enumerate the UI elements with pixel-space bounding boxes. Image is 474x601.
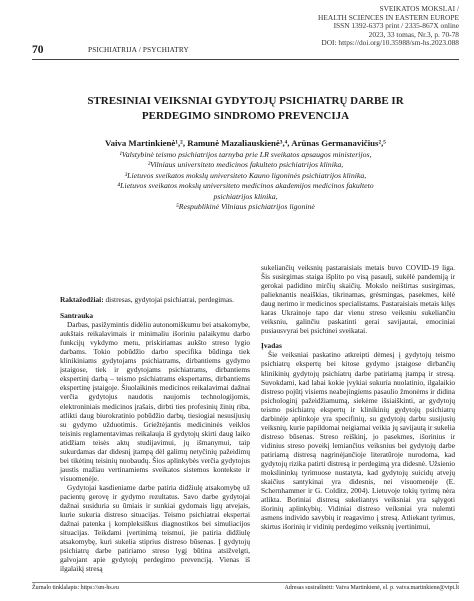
intro-heading: Įvadas <box>261 341 282 351</box>
footer-rule <box>32 582 459 583</box>
intro-paragraph: Šie veiksniai paskatino atkreipti dėmesį į gydytojų teismo psichiatrų ekspertų bei kitose gydymo įstaigose dirbančių klinikinių gydytojų psichiatrų darbe patiriamą įtampą ir stresą. Suvokdami, kad labai kokie įvykiai sukuria nuolatinio, ilgalaikio distreso pojūtį visiems neabejingiems pasaulio žmonėms ir didina psichologinį pažeidžiamumą, siekėme išsiaiškinti, ar gydytojų teismo psichiatrų ekspertų ir klinikinių gydytojų psichiatrų darbinėje aplinkoje yra specifinių, su gydytojų darbu susijusių veiksnių, kurie papildomai neigiamai veikia jų savijautą ir sukelia distreso būsenas. Streso reiškinį, jo pasekmes, išorinius ir vidinius streso poveikį lemiančius veiksnius bei gydytojų darbe patiriamą distresą nagrinėjančioje literatūroje nurodoma, kad gydytojų rizika patirti distresą ir perdegimą yra didesnė. Užsienio mokslininkų tyrimuose nustatyta, kad gydytojų suicidų atvejų skaičius santykinai yra didesnis, nei visuomenėje (E. Schernhammer ir G. Colditz, 2004). Lietuvoje tokių tyrimų nėra atlikta. Boriniai distresą sukeliantys veiksniai yra sąlygoti išorinių aplinkybių. Vidiniai distreso veiksniai yra nulemti asmens individo savybių ir reagavimo į stresą. Atliekant tyrimus, skirtus išorinių ir vidinių perdegimo veiksnių įvertinimui, <box>261 350 455 532</box>
continued-paragraph: sukeliančių veiksnių pastaraisiais metais buvo COVID-19 liga. Šis susirgimas staiga išplito po visą pasaulį, sukėlė pandemiją ir gerokai padidino mirčių skaičių. Mokslo neištirtas susirgimas, palieknantis neaiškias, tikrinamas, grėsmingas, pasekmes, kėlė daug nerimo ir medicinos specialistams. Pastaraisiais metais kilęs karas Ukrainoje tapo dar vienu streso veiksniu sukeliančiu veiksniu, galinčiu paskatinti gerai savijautai, emociniai pusiausvyrai bei psichinei sveikatai. <box>261 263 455 336</box>
left-column <box>60 295 250 573</box>
journal-volume: 2023, 33 tomas, Nr.3, p. 70-78 <box>368 29 459 39</box>
footer-correspondence: Adresas susirašinėti: Vaiva Martinkienė, el. p. vaiva.martinkiene@vtpt.lt <box>284 585 459 591</box>
summary-heading: Santrauka <box>60 311 94 321</box>
keywords-label: Raktažodžiai: <box>60 295 104 304</box>
keywords <box>60 295 250 304</box>
page-number: 70 <box>32 44 44 56</box>
affiliation: ⁴Lietuvos sveikatos mokslų universiteto medicinos akademijos medicinos fakulteto <box>117 181 374 191</box>
article-title <box>32 94 459 124</box>
journal-name-line2: HEALTH SCIENCES IN EASTERN EUROPE <box>318 12 459 22</box>
header-rule <box>32 59 459 60</box>
journal-issn: ISSN 1392-6373 print / 2335-867X online <box>333 21 459 31</box>
affiliation: ³Lietuvos sveikatos mokslų universiteto Kauno ligoninės psichiatrijos klinika, <box>124 170 367 180</box>
affiliations <box>32 150 459 212</box>
journal-header <box>318 5 459 48</box>
journal-doi[interactable]: DOI: https://doi.org/10.35988/sm-hs.2023.088 <box>321 38 459 48</box>
title-line-1: STRESINIAI VEIKSNIAI GYDYTOJŲ PSICHIATRŲ DARBE IR <box>87 95 404 107</box>
right-column <box>261 263 455 531</box>
summary-paragraph: Gydytojai kasdieniame darbe patiria didžiulę atsakomybę už pacientų gerovę ir gydymo rezultatus. Savo darbe gydytojai dažnai susiduria su ūmiais ir sunkiai gydomais ligų atvejais, kurie sukuria distreso situacijas. Teismo psichiatrai ekspertai dažnai patenka į kompleksiškus diagnostikos bei simuliacijos situacijas. Teikdami įvertinimą teismui, jie patiria didžiulę atsakomybę, kuri sukelia stiprius distreso būsenas. Į gydytojų psichiatrų darbe patiriamo streso lygį būtina atsižvelgti, galvojant apie gydytojų perdegimo prevenciją. Vienas iš ilgalaikį stresą <box>60 482 250 574</box>
author-list: Vaiva Martinkienė¹,², Ramunė Mazaliauskienė³,⁴, Arūnas Germanavičius²,⁵ <box>105 138 386 148</box>
affiliation: ²Vilniaus universiteto medicinos fakulteto psichiatrijos klinika, <box>147 160 344 170</box>
affiliation: ⁵Respublikinė Vilniaus psichiatrijos ligoninė <box>176 202 315 212</box>
journal-name-line1: SVEIKATOS MOKSLAI / <box>379 4 459 13</box>
summary-paragraph: Darbas, pasižymintis didėliu autonomiškumu bei atsakomybe, aukštais reikalavimais ir minimaliu išoriniu palaikymu darbo funkcijų vykdymo metu, priskiriamas aukšto streso lygio darbams. Tokio pobūdžio darbo specifika būdinga tiek klinikiniams gydytojams psichiatrams, dirbantiems gydymo įstaigose, tiek ir gydytojams psichiatrams, dirbantiems ekspertinį darbą – teismo psichiatrams ekspertams, dirbantiems ekspertinę įstaigoje. Šiuolaikinės medicinos reikalavimai dažnai verčia gydytojus naudotis naujomis technologijomis, elektroniniais medicinos įrašais, dirbti ties profesinių žinių riba, atlikti daug biurokratinio pobūdžio darbų, tiesiogiai nesusijusių su gydymo užduotimis. Griežtėjantis medicininės veiklos teisinis reglamentavimas reikalauja iš gydytojų skirti daug laiko atidžiam teisės aktų studijavimui, jų išmanymui, taip sukurdamas dar didesnį įtampą dėl galimų netyčinių pažeidimų bei tikėtinų teisinių nuobaudų. Šios aplinkybės verčia gydytojus jaustis mažiau vertinamiems sveikatos sistemos kontekste ir visuomenėje. <box>60 320 250 483</box>
affiliation: ¹Valstybinė teismo psichiatrijos tarnyba prie LR sveikatos apsaugos ministerijos, <box>119 150 372 159</box>
footer-website[interactable]: Žurnalo tinklalapis: https://sm-hs.eu <box>32 585 119 591</box>
title-line-2: PERDEGIMO SINDROMO PREVENCIJA <box>141 110 350 122</box>
keywords-text: distresas, gydytojai psichiatrai, perdegimas. <box>103 295 234 304</box>
affiliation: psichiatrijos klinika, <box>213 191 278 201</box>
section-label: PSICHIATRIJA / PSYCHIATRY <box>88 46 189 54</box>
